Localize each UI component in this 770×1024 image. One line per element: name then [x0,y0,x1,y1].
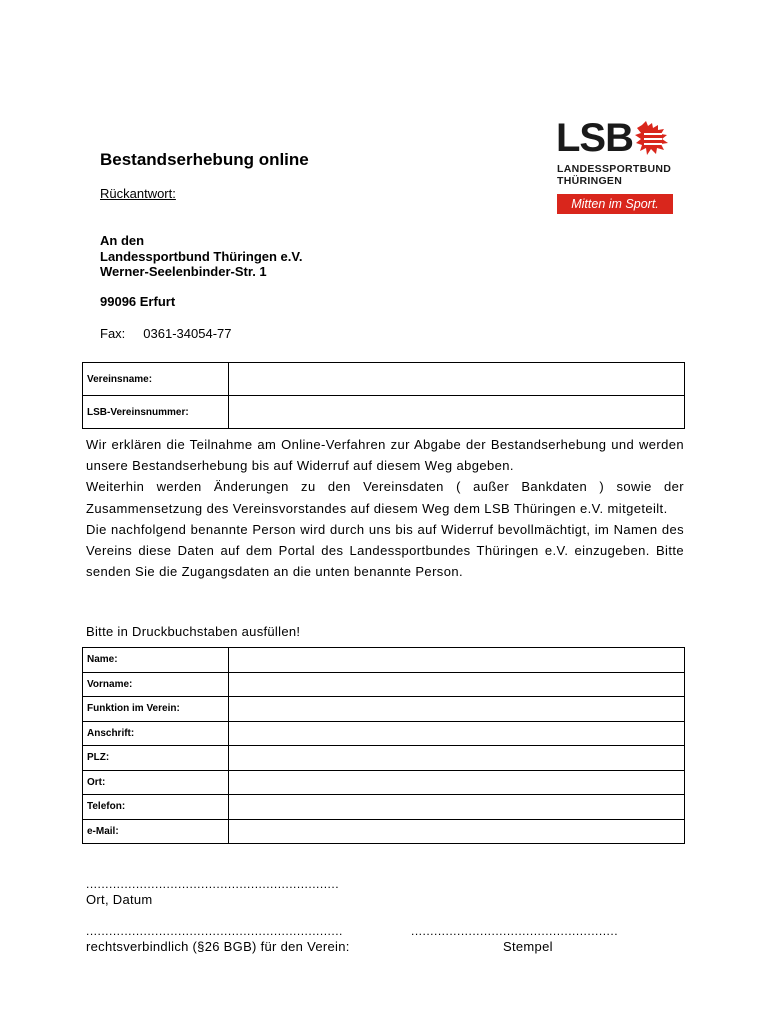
declaration-text [86,434,684,582]
email-field[interactable] [229,819,685,844]
function-label: Funktion im Verein: [83,697,229,722]
fax-line [100,326,232,341]
city-field[interactable] [229,770,685,795]
logo-subtitle [557,163,671,187]
stamp-label: Stempel [503,939,553,954]
club-number-field[interactable] [229,396,685,429]
address-line-1: An den [100,233,145,248]
place-date-line[interactable]: .................................................................. [86,877,340,891]
city-label: Ort: [83,770,229,795]
reply-label: Rückantwort: [100,186,176,201]
address-label: Anschrift: [83,721,229,746]
email-label: e-Mail: [83,819,229,844]
stamp-line[interactable]: ...................................................... [411,924,619,938]
table-row [83,697,685,722]
logo-text: LSB [556,116,633,160]
logo-slogan: Mitten im Sport. [557,194,673,214]
address-field[interactable] [229,721,685,746]
address-line-3: Werner-Seelenbinder-Str. 1 [100,264,267,279]
club-table [82,362,685,429]
recipient-address [100,233,302,280]
paragraph: Die nachfolgend benannte Person wird durch uns bis auf Widerruf bevollmächtigt, im Namen des Vereins diese Daten auf dem Portal des Landessportbundes Thüringen e.V. einzugeben. Bitte senden Sie die Zugangsdaten an die unten benannte Person. [86,521,684,580]
logo-sub-line-2: THÜRINGEN [557,175,623,187]
name-label: Name: [83,648,229,673]
name-field[interactable] [229,648,685,673]
club-number-label: LSB-Vereinsnummer: [83,396,229,429]
table-row [83,819,685,844]
table-row [83,648,685,673]
table-row [83,746,685,771]
place-date-label: Ort, Datum [86,892,153,907]
legal-signature-label: rechtsverbindlich (§26 BGB) für den Verein: [86,939,350,954]
first-name-label: Vorname: [83,672,229,697]
club-name-field[interactable] [229,363,685,396]
table-row [83,363,685,396]
zip-field[interactable] [229,746,685,771]
table-row [83,396,685,429]
logo-sub-line-1: LANDESSPORTBUND [557,163,672,175]
phone-label: Telefon: [83,795,229,820]
club-name-label: Vereinsname: [83,363,229,396]
phone-field[interactable] [229,795,685,820]
table-row [83,721,685,746]
instruction-text: Bitte in Druckbuchstaben ausfüllen! [86,624,301,639]
address-city: 99096 Erfurt [100,294,176,309]
table-row [83,672,685,697]
paragraph: Weiterhin werden Änderungen zu den Vereinsdaten ( außer Bankdaten ) sowie der Zusammensetzung des Vereinsvorstandes auf diesem Weg dem LSB Thüringen e.V. mitgeteilt. [86,479,684,516]
person-table [82,647,685,844]
function-field[interactable] [229,697,685,722]
zip-label: PLZ: [83,746,229,771]
first-name-field[interactable] [229,672,685,697]
fax-number: 0361-34054-77 [143,326,232,341]
legal-signature-line[interactable]: ................................................................... [86,924,343,938]
lion-icon [634,121,674,157]
page-title: Bestandserhebung online [100,150,309,169]
address-line-2: Landessportbund Thüringen e.V. [100,248,303,264]
table-row [83,795,685,820]
fax-label: Fax: [100,326,126,341]
table-row [83,770,685,795]
paragraph: Wir erklären die Teilnahme am Online-Verfahren zur Abgabe der Bestandserhebung und werden unsere Bestandserhebung bis auf Widerruf auf diesem Weg abgeben. [86,437,684,474]
